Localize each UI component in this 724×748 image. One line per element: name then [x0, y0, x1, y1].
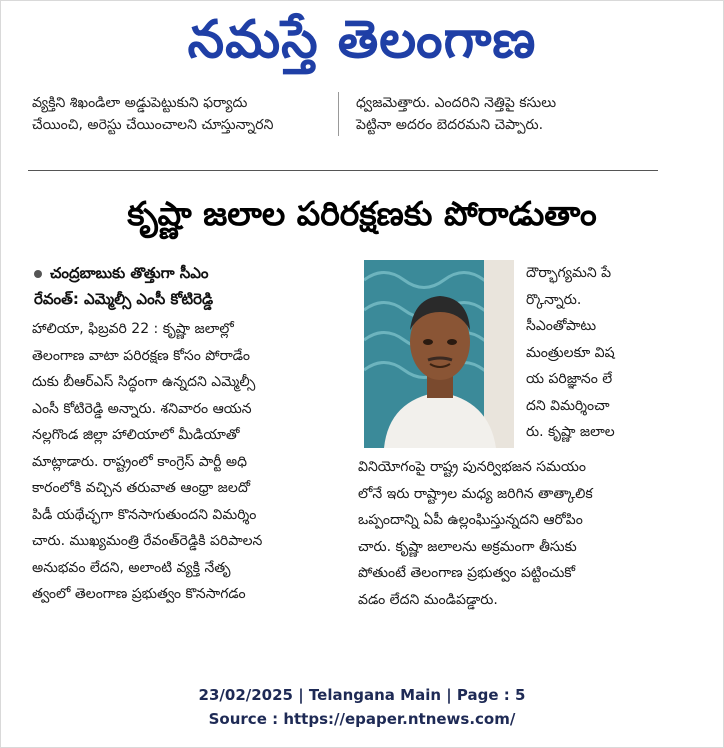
body-line: హాలియా, ఫిబ్రవరి 22 : కృష్ణా జలాల్లో: [32, 321, 234, 337]
newspaper-masthead: నమస్తే తెలంగాణ: [187, 10, 537, 70]
footer-edition-info: 23/02/2025 | Telangana Main | Page : 5: [198, 686, 526, 704]
snippet-line: ధ్వజమెత్తారు. ఎందరిని నెత్తిపై కసులు: [356, 95, 557, 111]
divider-rule: [28, 170, 658, 171]
body-line: కారంలోకి వచ్చిన తరువాత ఆంధ్రా జలదో: [32, 480, 251, 496]
body-line: త్వంలో తెలంగాణ ప్రభుత్వం కొనసాగడం: [32, 586, 246, 602]
body-line: తెలంగాణ వాటా పరిరక్షణ కోసం పోరాడేం: [32, 347, 250, 364]
deck-line: చంద్రబాబుకు తొత్తుగా సీఎం: [50, 264, 209, 282]
deck-line: రేవంత్: ఎమ్మెల్సీ ఎంసీ కోటిరెడ్డి: [34, 290, 214, 308]
portrait-illustration: [364, 260, 514, 448]
article-column-1: [32, 316, 332, 608]
snippet-line: వ్యక్తిని శిఖండిలా అడ్డుపెట్టుకుని ఫర్యాదు: [32, 95, 248, 111]
bullet-icon: [34, 270, 42, 278]
body-line: ఒప్పందాన్ని ఏపీ ఉల్లంఘిస్తున్నదని ఆరోపిం: [358, 512, 583, 528]
portrait-photo: [364, 260, 514, 448]
body-line: లోనే ఇరు రాష్ట్రాల మధ్య జరిగిన తాత్కాలిక: [358, 485, 593, 502]
article-column-2: [526, 260, 654, 446]
body-line: దుకు బీఆర్ఎస్ సిద్ధంగా ఉన్నదని ఎమ్మెల్సీ: [32, 374, 256, 390]
article-column-3: [358, 454, 658, 613]
body-line: అనుభవం లేదని, అలాంటి వ్యక్తి నేతృ: [32, 559, 231, 576]
body-line: వినియోగంపై రాష్ట్ర పునర్విభజన సమయం: [358, 459, 586, 475]
body-line: పోతుంటే తెలంగాణ ప్రభుత్వం పట్టించుకో: [358, 565, 576, 581]
body-line: సీఎంతోపాటు: [526, 318, 597, 334]
body-line: చారు. కృష్ణా జలాలను అక్రమంగా తీసుకు: [358, 538, 577, 555]
body-line: దౌర్భాగ్యమని పే: [526, 265, 612, 281]
body-line: మాట్లాడారు. రాష్ట్రంలో కాంగ్రెస్ పార్టీ అధి: [32, 453, 248, 470]
body-line: నల్లగొండ జిల్లా హాలియాలో మీడియాతో: [32, 427, 240, 443]
body-line: దని విమర్శించా: [526, 397, 610, 414]
snippet-line: పెట్టినా అదరం బెదరమని చెప్పారు.: [356, 117, 544, 133]
body-line: రు. కృష్ణా జలాల: [526, 424, 615, 440]
article-deck: [34, 260, 334, 312]
body-line: మంత్రులకూ విష: [526, 344, 615, 361]
article-headline: కృష్ణా జలాల పరిరక్షణకు పోరాడుతాం: [127, 194, 597, 233]
body-line: వడం లేదని మండిపడ్డారు.: [358, 591, 498, 608]
body-line: ఎంసీ కోటిరెడ్డి అన్నారు. శనివారం ఆయన: [32, 400, 252, 417]
previous-article-snippet-right: [356, 92, 656, 136]
previous-article-snippet-left: [32, 92, 339, 136]
body-line: పిడీ యథేచ్ఛగా కొనసాగుతుందని విమర్శిం: [32, 506, 257, 523]
footer-source-link[interactable]: Source : https://epaper.ntnews.com/: [208, 710, 516, 728]
snippet-line: చేయించి, అరెస్టు చేయించాలని చూస్తున్నారని: [32, 117, 274, 133]
body-line: య పరిజ్ఞానం లే: [526, 371, 613, 387]
body-line: ర్కొన్నారు.: [526, 291, 582, 308]
body-line: చారు. ముఖ్యమంత్రి రేవంత్‌రెడ్డికి పరిపాలన: [32, 533, 263, 549]
